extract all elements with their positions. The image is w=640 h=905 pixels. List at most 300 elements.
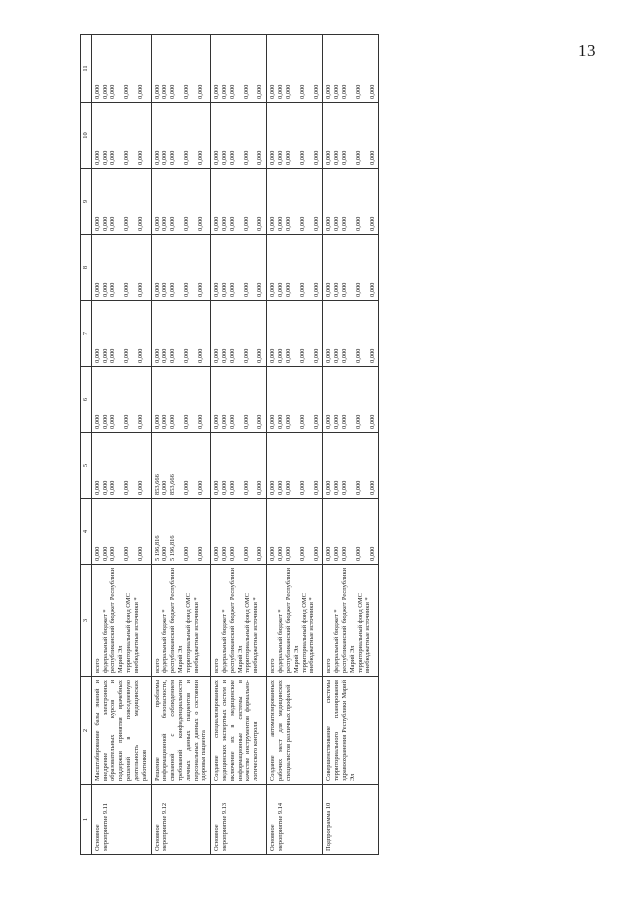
amount-value: 0,000 — [256, 150, 264, 165]
amount-value: 0,000 — [123, 216, 131, 231]
amount-value: 0,000 — [93, 216, 101, 231]
amount-cell — [211, 433, 267, 499]
amount-cell — [91, 169, 151, 235]
amount-value: 0,000 — [312, 414, 320, 429]
page-number: 13 — [578, 41, 596, 60]
amount-value: 0,000 — [182, 348, 190, 363]
funding-source-label: федеральный бюджет * — [161, 609, 169, 673]
amount-value: 0,000 — [228, 480, 236, 495]
amount-cell — [151, 499, 211, 565]
amount-value: 0,000 — [196, 150, 204, 165]
amount-value: 0,000 — [221, 348, 228, 363]
amount-value: 0,000 — [277, 480, 285, 495]
amount-value: 0,000 — [161, 84, 169, 99]
amount-value: 0,000 — [213, 84, 221, 99]
amount-value: 0,000 — [182, 546, 190, 561]
funding-sources — [267, 565, 323, 677]
funding-source-label: республиканский бюджет Республики Марий Эл — [228, 568, 244, 673]
amount-value: 0,000 — [221, 282, 228, 297]
amount-value: 853,666 — [169, 474, 177, 495]
amount-value: 0,000 — [196, 348, 204, 363]
amount-value: 0,000 — [298, 480, 306, 495]
amount-value: 0,000 — [284, 480, 292, 495]
amount-value: 0,000 — [368, 546, 376, 561]
header-cell: 4 — [81, 499, 92, 565]
amount-value: 0,000 — [312, 216, 320, 231]
amount-cell — [323, 433, 379, 499]
funding-source-label: всего — [213, 658, 221, 673]
amount-value: 0,000 — [137, 282, 145, 297]
amount-value: 0,000 — [137, 546, 145, 561]
activity-id: Основное мероприятие 9.14 — [267, 785, 323, 855]
amount-cell — [267, 103, 323, 169]
amount-value: 0,000 — [368, 216, 376, 231]
amount-value: 0,000 — [277, 282, 285, 297]
amount-value: 0,000 — [93, 348, 101, 363]
amount-value: 0,000 — [298, 546, 306, 561]
amount-value: 0,000 — [93, 546, 101, 561]
amount-value: 0,000 — [256, 546, 264, 561]
funding-source-label: территориальный фонд ОМС — [356, 593, 364, 673]
amount-value: 0,000 — [137, 84, 145, 99]
amount-value: 0,000 — [101, 546, 109, 561]
amount-value: 0,000 — [182, 150, 190, 165]
amount-value: 0,000 — [123, 348, 131, 363]
amount-value: 0,000 — [277, 150, 285, 165]
header-cell: 9 — [81, 169, 92, 235]
amount-value: 0,000 — [123, 480, 131, 495]
amount-value: 0,000 — [277, 414, 285, 429]
funding-source-label: республиканский бюджет Республики Марий Эл — [340, 568, 356, 673]
amount-value: 0,000 — [340, 150, 348, 165]
amount-value: 0,000 — [123, 414, 131, 429]
amount-value: 0,000 — [101, 150, 109, 165]
amount-value: 0,000 — [269, 480, 277, 495]
amount-value: 0,000 — [242, 348, 250, 363]
amount-value: 0,000 — [93, 480, 101, 495]
amount-value: 0,000 — [196, 84, 204, 99]
funding-source-label: территориальный фонд ОМС — [184, 593, 192, 673]
amount-value: 0,000 — [333, 216, 341, 231]
amount-cell — [323, 301, 379, 367]
amount-cell — [267, 433, 323, 499]
amount-value: 0,000 — [325, 546, 333, 561]
amount-cell — [151, 301, 211, 367]
amount-value: 0,000 — [354, 414, 362, 429]
amount-value: 0,000 — [228, 414, 236, 429]
table-row — [91, 35, 151, 855]
funding-sources — [211, 565, 267, 677]
amount-value: 0,000 — [340, 480, 348, 495]
amount-value: 0,000 — [277, 348, 285, 363]
amount-cell — [151, 367, 211, 433]
amount-cell — [91, 367, 151, 433]
amount-cell — [211, 367, 267, 433]
amount-cell — [151, 433, 211, 499]
amount-value: 0,000 — [368, 282, 376, 297]
amount-value: 0,000 — [269, 348, 277, 363]
amount-cell — [91, 103, 151, 169]
amount-value: 0,000 — [109, 282, 117, 297]
amount-value: 0,000 — [284, 150, 292, 165]
amount-cell — [91, 433, 151, 499]
amount-value: 0,000 — [137, 150, 145, 165]
amount-value: 0,000 — [101, 84, 109, 99]
table-row — [323, 35, 379, 855]
amount-value: 0,000 — [333, 84, 341, 99]
amount-cell — [211, 499, 267, 565]
amount-value: 0,000 — [161, 546, 169, 561]
amount-value: 0,000 — [325, 282, 333, 297]
amount-value: 0,000 — [284, 282, 292, 297]
amount-value: 0,000 — [298, 282, 306, 297]
amount-value: 0,000 — [256, 480, 264, 495]
funding-source-label: республиканский бюджет Республики Марий Эл — [169, 568, 184, 673]
amount-value: 0,000 — [109, 546, 117, 561]
amount-value: 0,000 — [242, 282, 250, 297]
activity-name: Создание автоматизированных рабочих мест для медицинских специалистов различных профилей — [267, 677, 323, 785]
amount-value: 0,000 — [101, 282, 109, 297]
amount-value: 0,000 — [256, 414, 264, 429]
amount-value: 0,000 — [325, 216, 333, 231]
amount-value: 0,000 — [101, 414, 109, 429]
funding-source-label: внебюджетные источники * — [252, 597, 260, 673]
amount-value: 0,000 — [101, 216, 109, 231]
amount-value: 0,000 — [93, 414, 101, 429]
amount-cell — [267, 367, 323, 433]
amount-value: 0,000 — [269, 216, 277, 231]
amount-value: 0,000 — [242, 84, 250, 99]
amount-cell — [211, 35, 267, 103]
amount-value: 0,000 — [333, 546, 341, 561]
amount-value: 0,000 — [109, 84, 117, 99]
amount-value: 0,000 — [325, 150, 333, 165]
amount-value: 0,000 — [196, 546, 204, 561]
amount-value: 0,000 — [93, 282, 101, 297]
activity-id: Подпрограмма 10 — [323, 785, 379, 855]
amount-value: 0,000 — [242, 546, 250, 561]
amount-value: 0,000 — [284, 216, 292, 231]
activity-name: Масштабирование базы знаний и внедрение электронных образовательных курсов и поддержки принятия врачебных решений в повседневную деятельность медицинских работников — [91, 677, 151, 785]
amount-value: 0,000 — [169, 84, 177, 99]
activity-id: Основное мероприятие 9.13 — [211, 785, 267, 855]
amount-value: 0,000 — [161, 282, 169, 297]
funding-source-label: федеральный бюджет * — [333, 609, 341, 673]
amount-value: 0,000 — [242, 216, 250, 231]
amount-value: 0,000 — [161, 348, 169, 363]
amount-value: 0,000 — [137, 414, 145, 429]
amount-value: 0,000 — [256, 348, 264, 363]
amount-value: 0,000 — [312, 546, 320, 561]
amount-value: 0,000 — [269, 414, 277, 429]
amount-value: 0,000 — [221, 480, 228, 495]
amount-value: 0,000 — [368, 348, 376, 363]
amount-value: 0,000 — [256, 216, 264, 231]
amount-cell — [323, 367, 379, 433]
amount-value: 0,000 — [354, 150, 362, 165]
header-cell: 3 — [81, 565, 92, 677]
amount-cell — [267, 169, 323, 235]
amount-value: 0,000 — [153, 216, 161, 231]
header-cell: 7 — [81, 301, 92, 367]
amount-value: 0,000 — [325, 348, 333, 363]
amount-value: 0,000 — [368, 84, 376, 99]
amount-value: 0,000 — [354, 84, 362, 99]
funding-source-label: всего — [153, 658, 161, 673]
funding-source-label: внебюджетные источники * — [308, 597, 316, 673]
amount-cell — [211, 235, 267, 301]
amount-value: 0,000 — [333, 414, 341, 429]
budget-table — [80, 34, 379, 855]
amount-cell — [151, 235, 211, 301]
amount-value: 0,000 — [196, 480, 204, 495]
amount-value: 0,000 — [228, 348, 236, 363]
amount-value: 0,000 — [298, 216, 306, 231]
funding-source-label: территориальный фонд ОМС — [125, 593, 133, 673]
amount-value: 0,000 — [169, 414, 177, 429]
funding-source-label: внебюджетные источники * — [132, 597, 140, 673]
amount-value: 0,000 — [161, 480, 169, 495]
header-cell: 11 — [81, 35, 92, 103]
funding-source-label: внебюджетные источники * — [364, 597, 372, 673]
amount-value: 0,000 — [333, 480, 341, 495]
funding-source-label: всего — [269, 658, 277, 673]
amount-value: 0,000 — [93, 84, 101, 99]
activity-id: Основное мероприятие 9.12 — [151, 785, 211, 855]
amount-value: 0,000 — [196, 414, 204, 429]
amount-value: 0,000 — [169, 150, 177, 165]
amount-value: 0,000 — [340, 414, 348, 429]
funding-source-label: всего — [93, 658, 101, 673]
amount-value: 0,000 — [333, 282, 341, 297]
amount-value: 0,000 — [340, 216, 348, 231]
amount-value: 0,000 — [123, 546, 131, 561]
amount-value: 0,000 — [277, 84, 285, 99]
amount-value: 0,000 — [368, 414, 376, 429]
amount-value: 853,666 — [153, 474, 161, 495]
amount-value: 0,000 — [161, 216, 169, 231]
activity-id: Основное мероприятие 9.11 — [91, 785, 151, 855]
amount-value: 0,000 — [333, 150, 341, 165]
amount-value: 0,000 — [277, 546, 285, 561]
funding-source-label: республиканский бюджет Республики Марий Эл — [109, 568, 125, 673]
amount-cell — [323, 35, 379, 103]
amount-value: 0,000 — [109, 216, 117, 231]
amount-value: 5 196,816 — [153, 535, 161, 561]
header-cell: 1 — [81, 785, 92, 855]
amount-value: 0,000 — [354, 282, 362, 297]
amount-value: 0,000 — [123, 84, 131, 99]
funding-source-label: территориальный фонд ОМС — [244, 593, 252, 673]
amount-cell — [267, 301, 323, 367]
activity-name: Решение проблемы информационной безопасности, связанной с соблюдением требований конфиденциальности личных данных пациентов и персональных данных о состоянии здоровья пациента — [151, 677, 211, 785]
amount-value: 0,000 — [228, 282, 236, 297]
header-cell: 6 — [81, 367, 92, 433]
table-row — [151, 35, 211, 855]
amount-value: 0,000 — [325, 84, 333, 99]
funding-source-label: федеральный бюджет * — [101, 609, 109, 673]
amount-value: 0,000 — [228, 546, 236, 561]
amount-cell — [323, 103, 379, 169]
header-cell: 10 — [81, 103, 92, 169]
amount-value: 0,000 — [109, 480, 117, 495]
amount-value: 0,000 — [333, 348, 341, 363]
amount-value: 0,000 — [354, 480, 362, 495]
amount-value: 5 196,816 — [169, 535, 177, 561]
amount-value: 0,000 — [221, 414, 228, 429]
amount-value: 0,000 — [354, 216, 362, 231]
amount-value: 0,000 — [284, 84, 292, 99]
table-row — [211, 35, 267, 855]
amount-value: 0,000 — [182, 282, 190, 297]
amount-value: 0,000 — [109, 348, 117, 363]
funding-source-label: республиканский бюджет Республики Марий Эл — [284, 568, 300, 673]
amount-value: 0,000 — [169, 216, 177, 231]
amount-value: 0,000 — [298, 84, 306, 99]
amount-value: 0,000 — [284, 348, 292, 363]
amount-cell — [91, 35, 151, 103]
activity-name: Совершенствование системы территориального планирования здравоохранения Республики Марий Эл — [323, 677, 379, 785]
amount-value: 0,000 — [213, 216, 221, 231]
amount-value: 0,000 — [182, 480, 190, 495]
table-row — [267, 35, 323, 855]
amount-value: 0,000 — [137, 348, 145, 363]
amount-value: 0,000 — [312, 480, 320, 495]
amount-value: 0,000 — [312, 282, 320, 297]
amount-value: 0,000 — [161, 414, 169, 429]
funding-source-label: внебюджетные источники * — [192, 597, 200, 673]
amount-cell — [91, 499, 151, 565]
amount-value: 0,000 — [284, 546, 292, 561]
amount-value: 0,000 — [325, 480, 333, 495]
amount-value: 0,000 — [242, 150, 250, 165]
funding-sources — [151, 565, 211, 677]
amount-cell — [211, 301, 267, 367]
header-cell: 8 — [81, 235, 92, 301]
amount-value: 0,000 — [269, 84, 277, 99]
amount-cell — [211, 103, 267, 169]
amount-value: 0,000 — [256, 84, 264, 99]
amount-value: 0,000 — [228, 84, 236, 99]
header-row — [81, 35, 92, 855]
amount-value: 0,000 — [153, 150, 161, 165]
amount-value: 0,000 — [340, 282, 348, 297]
amount-value: 0,000 — [221, 546, 228, 561]
amount-value: 0,000 — [312, 84, 320, 99]
funding-sources — [323, 565, 379, 677]
funding-source-label: территориальный фонд ОМС — [300, 593, 308, 673]
amount-value: 0,000 — [101, 480, 109, 495]
amount-value: 0,000 — [221, 84, 228, 99]
amount-cell — [211, 169, 267, 235]
amount-value: 0,000 — [269, 546, 277, 561]
amount-value: 0,000 — [213, 480, 221, 495]
funding-source-label: федеральный бюджет * — [277, 609, 285, 673]
table-body — [91, 35, 379, 855]
amount-cell — [151, 103, 211, 169]
amount-cell — [323, 169, 379, 235]
amount-value: 0,000 — [298, 414, 306, 429]
amount-value: 0,000 — [368, 480, 376, 495]
amount-value: 0,000 — [269, 150, 277, 165]
amount-value: 0,000 — [153, 414, 161, 429]
amount-value: 0,000 — [169, 282, 177, 297]
amount-cell — [91, 235, 151, 301]
amount-value: 0,000 — [277, 216, 285, 231]
amount-value: 0,000 — [228, 216, 236, 231]
funding-sources — [91, 565, 151, 677]
amount-value: 0,000 — [123, 150, 131, 165]
amount-cell — [267, 35, 323, 103]
amount-value: 0,000 — [340, 546, 348, 561]
funding-source-label: всего — [325, 658, 333, 673]
amount-value: 0,000 — [196, 216, 204, 231]
amount-value: 0,000 — [256, 282, 264, 297]
amount-value: 0,000 — [354, 546, 362, 561]
amount-cell — [91, 301, 151, 367]
amount-value: 0,000 — [340, 84, 348, 99]
amount-value: 0,000 — [242, 414, 250, 429]
amount-value: 0,000 — [137, 216, 145, 231]
amount-value: 0,000 — [213, 150, 221, 165]
amount-value: 0,000 — [153, 348, 161, 363]
amount-value: 0,000 — [213, 414, 221, 429]
amount-value: 0,000 — [137, 480, 145, 495]
amount-value: 0,000 — [269, 282, 277, 297]
amount-value: 0,000 — [161, 150, 169, 165]
amount-value: 0,000 — [213, 282, 221, 297]
amount-cell — [151, 35, 211, 103]
amount-value: 0,000 — [182, 216, 190, 231]
amount-value: 0,000 — [221, 216, 228, 231]
amount-value: 0,000 — [298, 348, 306, 363]
amount-value: 0,000 — [368, 150, 376, 165]
activity-name: Создание специализированных медицинских экспертных систем и включение их в медицинские информационные системы в качестве инструментов формально-логического контроля — [211, 677, 267, 785]
amount-value: 0,000 — [109, 150, 117, 165]
amount-cell — [151, 169, 211, 235]
amount-value: 0,000 — [123, 282, 131, 297]
amount-value: 0,000 — [242, 480, 250, 495]
amount-value: 0,000 — [284, 414, 292, 429]
amount-value: 0,000 — [153, 282, 161, 297]
amount-value: 0,000 — [354, 348, 362, 363]
amount-cell — [323, 235, 379, 301]
amount-value: 0,000 — [213, 546, 221, 561]
amount-value: 0,000 — [228, 150, 236, 165]
amount-value: 0,000 — [101, 348, 109, 363]
amount-value: 0,000 — [182, 414, 190, 429]
amount-cell — [267, 235, 323, 301]
amount-value: 0,000 — [93, 150, 101, 165]
amount-value: 0,000 — [109, 414, 117, 429]
amount-value: 0,000 — [196, 282, 204, 297]
amount-cell — [267, 499, 323, 565]
funding-source-label: федеральный бюджет * — [221, 609, 228, 673]
header-cell: 2 — [81, 677, 92, 785]
amount-value: 0,000 — [153, 84, 161, 99]
amount-value: 0,000 — [312, 348, 320, 363]
amount-value: 0,000 — [182, 84, 190, 99]
amount-value: 0,000 — [298, 150, 306, 165]
amount-cell — [323, 499, 379, 565]
amount-value: 0,000 — [169, 348, 177, 363]
amount-value: 0,000 — [213, 348, 221, 363]
amount-value: 0,000 — [340, 348, 348, 363]
amount-value: 0,000 — [312, 150, 320, 165]
amount-value: 0,000 — [325, 414, 333, 429]
amount-value: 0,000 — [221, 150, 228, 165]
header-cell: 5 — [81, 433, 92, 499]
